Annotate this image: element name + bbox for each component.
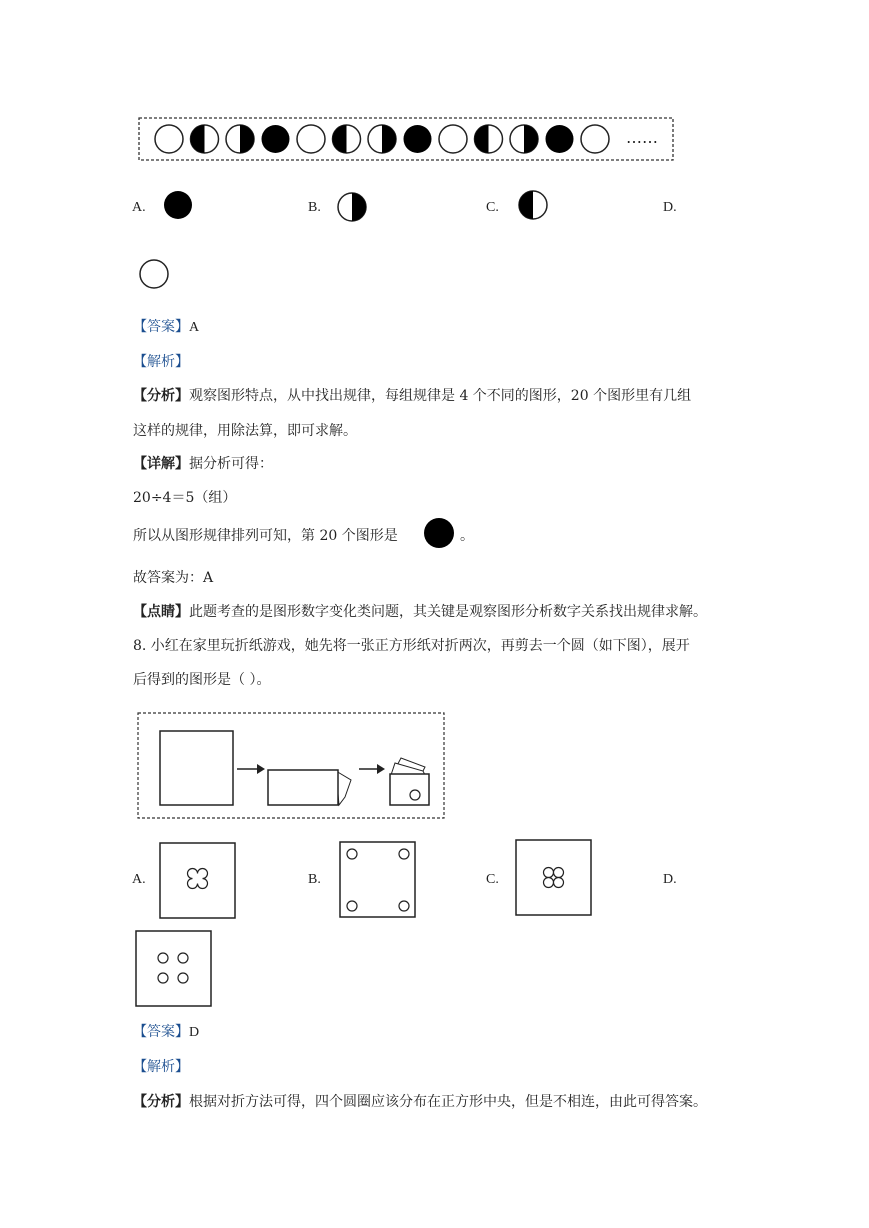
q8-option-b-label: B.: [308, 872, 321, 887]
empty-circle-icon: [581, 125, 609, 153]
option-b-figure: [339, 841, 417, 919]
q7-answer: [133, 318, 199, 337]
q8-answer: [133, 1023, 199, 1042]
half-left-circle-icon: [191, 125, 219, 153]
full-circle-icon: [423, 517, 455, 549]
sequence-figure: [138, 116, 676, 164]
option-c-figure: [515, 839, 593, 917]
folding-figure: [137, 711, 447, 821]
fenxi-tag: 【分析】: [133, 388, 189, 404]
xiangjie-text: 据分析可得：: [189, 456, 273, 472]
full-circle-icon: [164, 191, 192, 219]
half-right-circle-icon: [510, 125, 538, 153]
answer-tag: 【答案】: [133, 319, 189, 335]
half-right-circle-icon: [368, 125, 396, 153]
q8-analysis-tag: 【解析】: [133, 1059, 189, 1075]
answer-value: A: [189, 320, 200, 335]
half-circle-icon: [517, 189, 549, 221]
full-circle-icon: [162, 189, 194, 221]
half-right-circle-icon: [338, 193, 366, 221]
q7-xiangjie: [133, 455, 273, 473]
sequence-ellipsis: ……: [626, 128, 658, 147]
q8-option-d-label: D.: [663, 872, 677, 887]
q8-option-c-label: C.: [486, 872, 499, 887]
sequence-circles: [155, 125, 609, 153]
q7-conclusion-before: 所以从图形规律排列可知，第 20 个图形是: [133, 528, 398, 544]
q7-option-c-label: C.: [486, 200, 499, 215]
q7-dianjing: [133, 603, 707, 621]
folded-twice-paper: [390, 758, 429, 805]
fenxi-text: 观察图形特点，从中找出规律，每组规律是 4 个不同的图形，20 个图形里有几组: [189, 388, 692, 404]
full-circle-icon: [546, 125, 574, 153]
q7-analysis-tag: 【解析】: [133, 354, 189, 370]
q7-option-a-label: A.: [132, 200, 146, 215]
arrow-icon: [359, 764, 385, 774]
q7-option-d-label: D.: [663, 200, 677, 215]
fenxi-text: 根据对折方法可得，四个圆圈应该分布在正方形中央，但是不相连，由此可得答案。: [189, 1094, 707, 1110]
half-left-circle-icon: [475, 125, 503, 153]
empty-circle-icon: [155, 125, 183, 153]
half-right-circle-icon: [226, 125, 254, 153]
answer-tag: 【答案】: [133, 1024, 189, 1040]
empty-circle-icon: [138, 258, 170, 290]
full-circle-icon: [262, 125, 290, 153]
option-a-figure: [159, 842, 237, 920]
q7-fenxi-line2: 这样的规律，用除法算，即可求解。: [133, 423, 357, 439]
answer-value: D: [189, 1025, 200, 1040]
q7-calculation: 20÷4＝5（组）: [133, 490, 237, 506]
half-left-circle-icon: [333, 125, 361, 153]
q7-conclusion-after: 。: [460, 528, 474, 544]
square-paper: [160, 731, 233, 805]
q8-option-a-label: A.: [132, 872, 146, 887]
dianjing-text: 此题考查的是图形数字变化类问题，其关键是观察图形分析数字关系找出规律求解。: [189, 604, 707, 620]
fenxi-tag: 【分析】: [133, 1094, 189, 1110]
q7-fenxi-line1: [133, 387, 691, 405]
option-d-figure: [135, 930, 213, 1008]
full-circle-icon: [404, 125, 432, 153]
q7-option-b-label: B.: [308, 200, 321, 215]
half-circle-icon: [336, 191, 368, 223]
q8-stem-line1: 8. 小红在家里玩折纸游戏，她先将一张正方形纸对折两次，再剪去一个圆（如下图），展开: [133, 638, 690, 654]
folded-once-paper: [268, 770, 351, 805]
q7-final-answer: 故答案为：A: [133, 570, 214, 586]
empty-circle-icon: [439, 125, 467, 153]
xiangjie-tag: 【详解】: [133, 456, 189, 472]
arrow-icon: [237, 764, 265, 774]
dianjing-tag: 【点睛】: [133, 604, 189, 620]
empty-circle-icon: [140, 260, 168, 288]
q8-stem-line2: 后得到的图形是（ ）。: [133, 672, 271, 688]
q8-fenxi: [133, 1093, 707, 1111]
cut-circle-icon: [410, 790, 420, 800]
half-left-circle-icon: [519, 191, 547, 219]
empty-circle-icon: [297, 125, 325, 153]
